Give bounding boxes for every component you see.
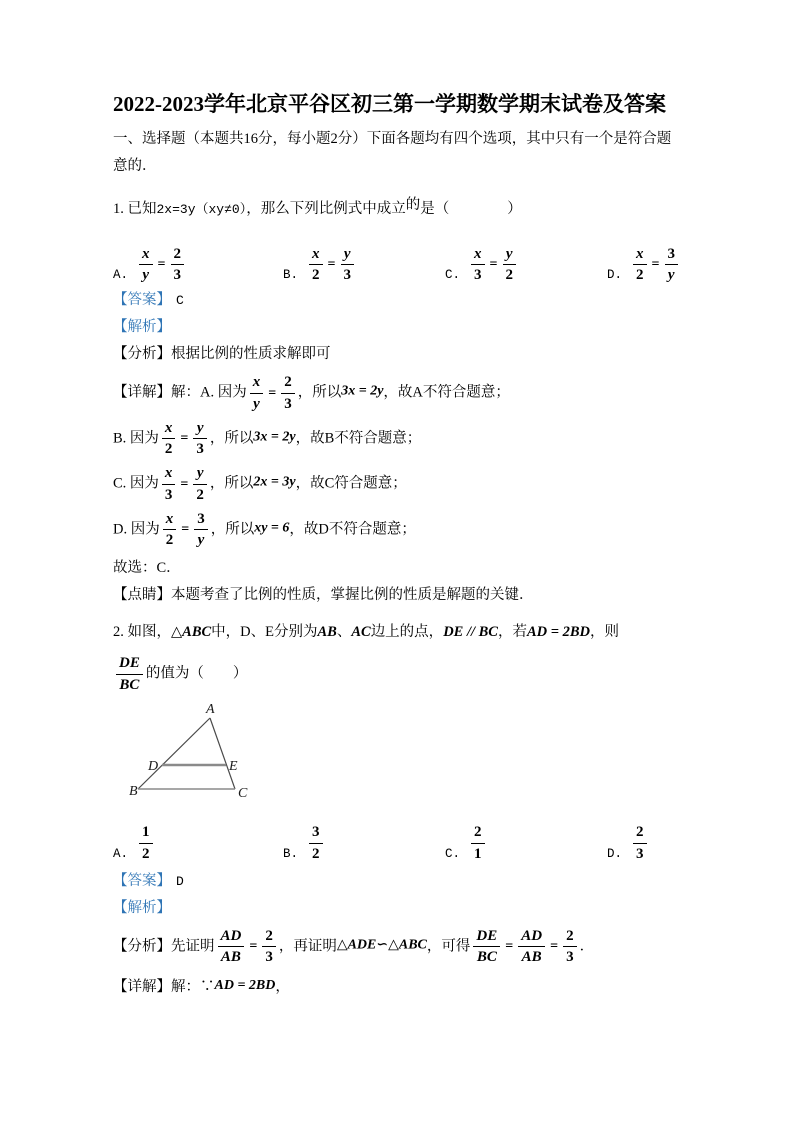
q1-detail-label: 【详解】: [113, 384, 171, 401]
q2-jiexi-label: 【解析】: [113, 899, 171, 916]
q1-options-row: [113, 231, 694, 285]
q1-detail-b-equation: 3x = 2y: [253, 429, 296, 445]
q2-option-d: [607, 823, 650, 864]
q1-stem-mid: ，那么下列比例式中成立: [246, 201, 406, 217]
q2-jiexi-line: [113, 895, 694, 922]
q2-option-d-math: [630, 823, 650, 864]
fraction-numerator: AD: [218, 927, 245, 948]
fraction: [218, 927, 245, 968]
fraction-numerator: x: [162, 419, 176, 440]
q1-option-c-label: C.: [445, 268, 461, 282]
equals-sign: =: [157, 256, 166, 272]
fraction: [518, 927, 545, 968]
fraction-numerator: x: [309, 245, 323, 266]
q1-detail-c-equation: 2x = 3y: [253, 474, 296, 490]
q1-option-a: [113, 245, 283, 286]
q2-stem-part: ，则: [590, 624, 620, 640]
fraction-denominator: y: [142, 267, 150, 284]
q2-option-a-math: [136, 823, 156, 864]
fraction: [139, 823, 153, 864]
q2-fenxi-line: [113, 927, 694, 968]
fraction: [309, 823, 323, 864]
q2-option-b-math: [306, 823, 326, 864]
q1-stem-end: 是（ ）: [420, 201, 522, 217]
q1-jiexi-line: [113, 314, 694, 341]
q1-fenxi-text: 根据比例的性质求解即可: [171, 346, 331, 362]
fraction-numerator: y: [193, 464, 207, 485]
q2-stem-math: DE // BC: [443, 624, 498, 640]
q2-fenxi-end: ．: [579, 938, 595, 955]
q1-option-a-label: A.: [113, 268, 129, 282]
fraction-numerator: DE: [473, 927, 500, 948]
q1-detail-a-mid: ，所以: [297, 384, 342, 401]
q2-option-a: [113, 823, 283, 864]
q1-detail-b-post: ，故B不符合题意；: [295, 430, 422, 447]
q2-option-b: [283, 823, 445, 864]
equals-sign: =: [180, 476, 189, 492]
q2-stem-math: △ABC: [171, 624, 212, 640]
q1-detail-b: [113, 419, 694, 460]
q1-detail-c-pre: C. 因为: [113, 475, 159, 492]
q2-stem-part: 边上的点，: [370, 624, 444, 640]
fraction-denominator: 3: [284, 395, 292, 412]
q2-option-d-label: D.: [607, 846, 623, 861]
q2-stem-part: 中，D、E分别为: [211, 624, 318, 640]
fraction-numerator: 3: [194, 510, 208, 531]
vertex-label-e: E: [229, 758, 238, 774]
fraction: [281, 373, 295, 414]
fraction-numerator: x: [139, 245, 153, 266]
q2-stem-fraction-line: [113, 654, 694, 695]
q2-option-c-label: C.: [445, 846, 461, 861]
q2-fenxi-mid1: ，再证明: [278, 938, 337, 955]
q1-detail-b-mid: ，所以: [209, 430, 254, 447]
triangle-side-ac: [210, 718, 235, 789]
fraction: [471, 245, 485, 286]
fraction: [473, 927, 500, 968]
fraction-denominator: 3: [196, 441, 204, 458]
fraction-numerator: 2: [633, 823, 647, 844]
fraction-denominator: 2: [312, 845, 320, 862]
equals-sign: =: [268, 385, 277, 401]
q2-detail-line: [113, 972, 694, 1001]
q2-answer-line: [113, 868, 694, 895]
q2-triangle-diagram: [129, 701, 694, 808]
q2-stem-part: 、: [336, 624, 352, 640]
q2-option-c-math: [468, 823, 488, 864]
q2-stem-part: ，若: [497, 624, 527, 640]
fraction-numerator: 1: [139, 823, 153, 844]
fraction-numerator: 2: [281, 373, 295, 394]
q2-fenxi-label: 【分析】: [113, 938, 171, 955]
fraction: [503, 245, 517, 286]
q1-fenxi-line: [113, 341, 694, 368]
fraction-denominator: 2: [142, 845, 150, 862]
vertex-label-d: D: [148, 758, 159, 774]
fraction-denominator: 3: [636, 845, 644, 862]
q1-detail-c: [113, 464, 694, 505]
section-heading: 一、选择题（本题共16分，每小题2分）下面各题均有四个选项，其中只有一个是符合题意的．: [113, 131, 672, 174]
fraction-numerator: x: [633, 245, 647, 266]
fraction-denominator: 3: [474, 267, 482, 284]
equals-sign: =: [249, 939, 258, 955]
fraction: [665, 245, 679, 286]
equals-sign: =: [489, 256, 498, 272]
fraction-numerator: 2: [471, 823, 485, 844]
fraction: [194, 510, 208, 551]
fraction: [162, 419, 176, 460]
q1-detail-a-equation: 3x = 2y: [341, 383, 384, 399]
q2-stem-math: AD = 2BD: [526, 624, 591, 640]
q1-detail-d-pre: D. 因为: [113, 521, 160, 538]
fraction-numerator: x: [250, 373, 264, 394]
q1-option-d: [607, 245, 681, 286]
equals-sign: =: [550, 939, 559, 955]
fraction-denominator: y: [197, 532, 205, 549]
fraction: [309, 245, 323, 286]
q1-fenxi-label: 【分析】: [113, 346, 171, 362]
fraction-denominator: AB: [220, 949, 241, 966]
q2-detail-label: 【详解】: [113, 979, 171, 995]
fraction: [633, 823, 647, 864]
vertex-label-a: A: [206, 701, 215, 717]
q1-stem-equation: 2x=3y（xy≠0）: [156, 202, 247, 217]
fraction-numerator: y: [193, 419, 207, 440]
q2-fenxi-mid2: ，可得: [426, 938, 471, 955]
fraction-denominator: y: [667, 267, 675, 284]
fraction-numerator: 3: [665, 245, 679, 266]
q2-stem-math: AC: [351, 624, 371, 640]
q2-answer-label: 【答案】: [113, 872, 171, 889]
equals-sign: =: [181, 522, 190, 538]
q2-detail-post: ，: [275, 979, 290, 995]
q2-stem: [113, 619, 694, 646]
fraction: [163, 510, 177, 551]
q1-option-b: [283, 245, 445, 286]
q1-detail-a: [113, 373, 694, 414]
fraction-denominator: 1: [474, 845, 482, 862]
q1-detail-d-post: ，故D不符合题意；: [289, 521, 416, 538]
fraction-numerator: y: [503, 245, 517, 266]
q1-detail-d-mid: ，所以: [210, 521, 255, 538]
fraction-numerator: AD: [518, 927, 545, 948]
q2-option-b-label: B.: [283, 846, 299, 861]
fraction-numerator: DE: [116, 654, 143, 675]
fraction-denominator: BC: [476, 949, 497, 966]
q1-dianjing-text: 本题考查了比例的性质，掌握比例的性质是解题的关键．: [171, 587, 534, 603]
fraction-numerator: 3: [309, 823, 323, 844]
fraction: [262, 927, 276, 968]
fraction: [250, 373, 264, 414]
fraction-denominator: 2: [505, 267, 513, 284]
fraction-numerator: x: [471, 245, 485, 266]
q2-stem-math: AB: [317, 624, 337, 640]
fraction-denominator: 2: [165, 532, 174, 549]
q1-option-d-label: D.: [607, 268, 623, 282]
q1-answer-value: C: [176, 293, 184, 308]
fraction-numerator: y: [341, 245, 355, 266]
q1-option-a-math: [136, 245, 187, 286]
equals-sign: =: [651, 256, 660, 272]
q1-jiexi-label: 【解析】: [113, 319, 171, 335]
q1-option-c: [445, 245, 607, 286]
q1-option-d-math: [630, 245, 681, 286]
q1-stem: [113, 192, 694, 223]
fraction-denominator: AB: [521, 949, 542, 966]
q1-stem-pre: 1. 已知: [113, 201, 157, 217]
fraction-numerator: 2: [262, 927, 276, 948]
fraction-denominator: 3: [164, 486, 173, 503]
q1-dianjing-line: [113, 582, 694, 609]
q2-answer-value: D: [176, 873, 184, 889]
q2-detail-equation: AD = 2BD: [214, 978, 276, 993]
q1-answer-label: 【答案】: [113, 292, 171, 308]
q1-detail-a-pre: 解：A. 因为: [171, 384, 247, 401]
vertex-label-b: B: [129, 783, 138, 799]
fraction-denominator: 3: [173, 267, 181, 284]
q1-detail-a-post: ，故A不符合题意；: [383, 384, 510, 401]
fraction: [633, 245, 647, 286]
fraction-denominator: 2: [164, 441, 173, 458]
q2-option-a-label: A.: [113, 846, 129, 861]
q1-option-c-math: [468, 245, 519, 286]
fraction: [471, 823, 485, 864]
q2-detail-pre: 解：∵: [171, 979, 215, 995]
q1-answer-line: [113, 287, 694, 314]
q2-options-row: [113, 818, 694, 864]
fraction-numerator: 2: [563, 927, 577, 948]
equals-sign: =: [327, 256, 336, 272]
q2-option-c: [445, 823, 607, 864]
page-title: 2022-2023学年北京平谷区初三第一学期数学期末试卷及答案: [113, 92, 666, 116]
fraction-numerator: x: [163, 510, 177, 531]
fraction: [116, 654, 143, 695]
fraction: [162, 464, 176, 505]
q1-dianjing-label: 【点睛】: [113, 587, 171, 603]
vertex-label-c: C: [238, 785, 248, 801]
q1-stem-superscript: 的: [405, 197, 421, 213]
fraction-denominator: y: [253, 395, 260, 412]
q2-fraction-line-text: 的值为（ ）: [145, 665, 248, 682]
q1-option-b-math: [306, 245, 357, 286]
q2-fenxi-similar: △ADE∽△ABC: [336, 937, 427, 953]
fraction: [171, 245, 185, 286]
q1-detail-c-post: ，故C符合题意；: [295, 475, 407, 492]
fraction-denominator: 3: [343, 267, 351, 284]
triangle-side-ab: [138, 718, 210, 789]
q2-fenxi-pre: 先证明: [171, 938, 215, 955]
fraction-denominator: 2: [636, 267, 644, 284]
q1-detail-b-pre: B. 因为: [113, 430, 159, 447]
fraction: [341, 245, 355, 286]
triangle-svg: [129, 701, 261, 803]
fraction-denominator: 3: [566, 949, 574, 966]
fraction-denominator: 2: [312, 267, 320, 284]
q1-detail-d-equation: xy = 6: [254, 520, 290, 536]
fraction-denominator: 2: [196, 486, 204, 503]
fraction-numerator: x: [162, 464, 176, 485]
equals-sign: =: [505, 939, 514, 955]
q1-option-b-label: B.: [283, 268, 299, 282]
fraction-denominator: 3: [265, 949, 273, 966]
fraction-denominator: BC: [119, 676, 140, 693]
fraction: [139, 245, 153, 286]
q1-detail-c-mid: ，所以: [209, 475, 254, 492]
fraction: [193, 464, 207, 505]
fraction: [563, 927, 577, 968]
fraction-numerator: 2: [171, 245, 185, 266]
fraction: [193, 419, 207, 460]
equals-sign: =: [180, 431, 189, 447]
q1-conclusion: 故选：C．: [113, 560, 181, 576]
q2-stem-part: 2. 如图，: [113, 624, 171, 640]
q1-detail-d: [113, 510, 694, 551]
